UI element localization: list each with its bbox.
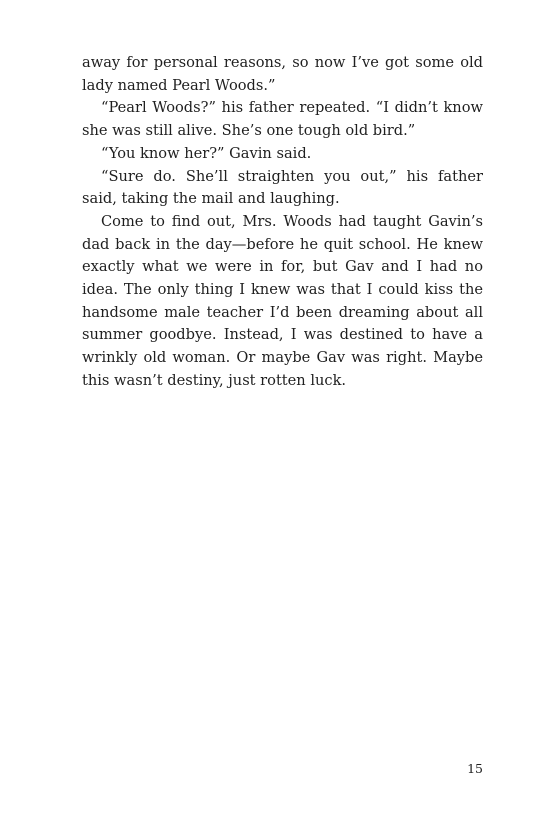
paragraph-continuation: away for personal reasons, so now I’ve got some old lady named Pearl Woods.” bbox=[82, 54, 483, 94]
paragraph-father-reply: “Pearl Woods?” his father repeated. “I didn’t know she was still alive. She’s one tough old bird.” bbox=[82, 99, 483, 140]
paragraph-gavin-question: “You know her?” Gavin said. bbox=[101, 144, 312, 162]
paragraph-narration: Come to find out, Mrs. Woods had taught Gavin’s dad back in the day—before he quit school. He knew exactly what we were in for, but Gav and I had no idea. The only thing I knew was that I could kiss the handsome male teacher I’d been dreaming about all summer goodbye. Instead, I was destined to have a wrinkly old woman. Or maybe Gav was right. Maybe this wasn’t destiny, just rotten luck. bbox=[82, 212, 483, 389]
paragraph-father-laughing: “Sure do. She’ll straighten you out,” his father said, taking the mail and laughing. bbox=[82, 167, 483, 208]
page-number: 15 bbox=[467, 761, 483, 776]
body-text bbox=[82, 52, 483, 393]
